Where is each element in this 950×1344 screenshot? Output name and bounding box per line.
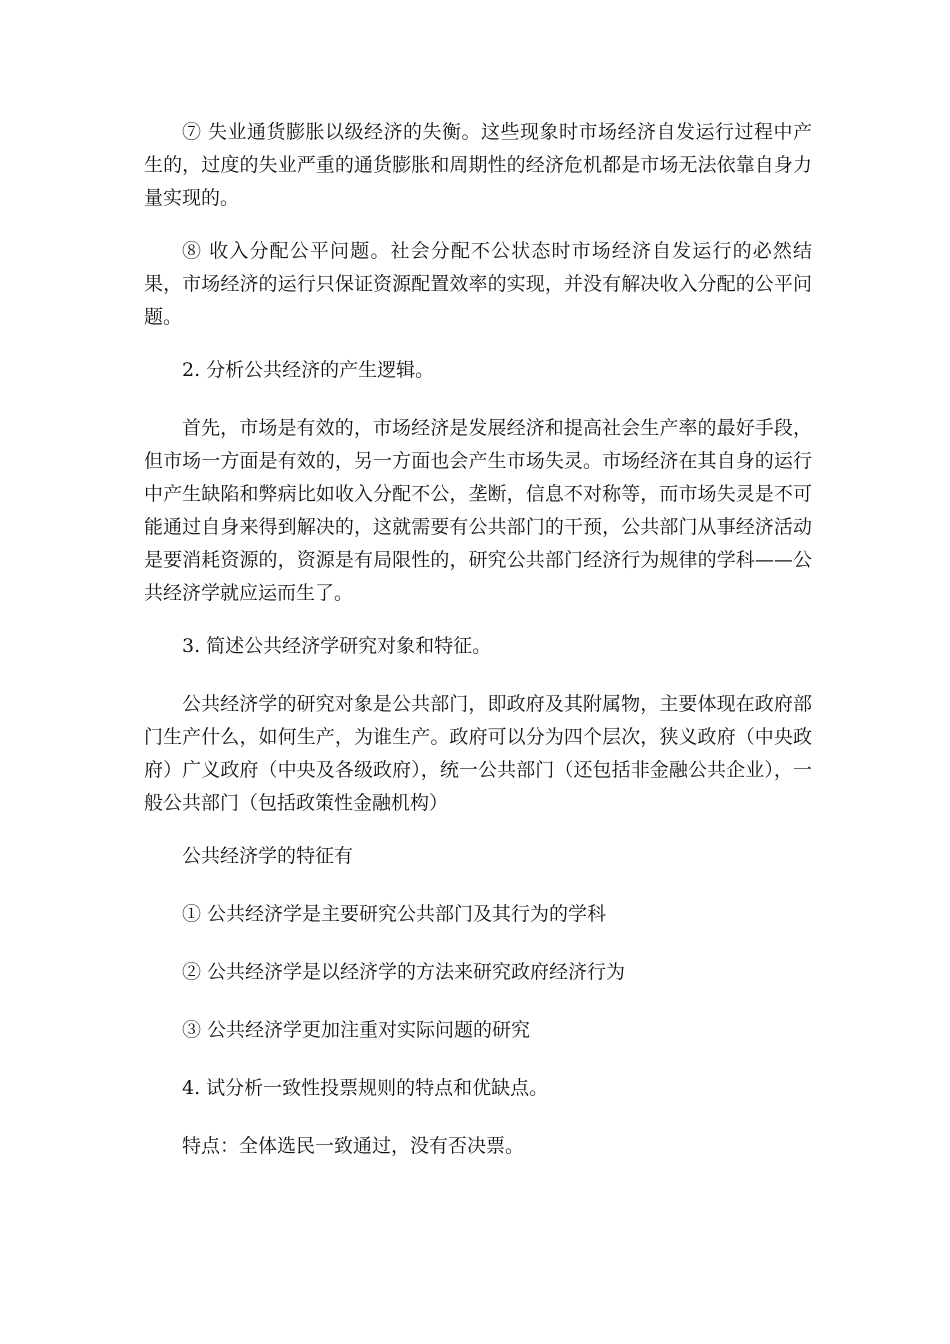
- question-4-heading: 4. 试分析一致性投票规则的特点和优缺点。: [182, 1077, 549, 1099]
- feature-item-3: ③ 公共经济学更加注重对实际问题的研究: [182, 1019, 531, 1041]
- features-intro: 公共经济学的特征有: [182, 845, 354, 867]
- paragraph-item-7-unemployment-inflation: ⑦ 失业通货膨胀以级经济的失衡。这些现象时市场经济自发运行过程中产生的，过度的失业严重的通货膨胀和周期性的经济危机都是市场无法依靠自身力量实现的。: [144, 121, 812, 209]
- question-2-heading: 2. 分析公共经济的产生逻辑。: [182, 359, 435, 381]
- document-body: [144, 116, 812, 1188]
- feature-item-1: ① 公共经济学是主要研究公共部门及其行为的学科: [182, 903, 607, 925]
- feature-item-2: ② 公共经济学是以经济学的方法来研究政府经济行为: [182, 961, 626, 983]
- answer-4-paragraph: 特点：全体选民一致通过，没有否决票。: [182, 1135, 525, 1157]
- question-3-heading: 3. 简述公共经济学研究对象和特征。: [182, 635, 492, 657]
- paragraph-item-8-income-distribution: ⑧ 收入分配公平问题。社会分配不公状态时市场经济自发运行的必然结果，市场经济的运行只保证资源配置效率的实现，并没有解决收入分配的公平问题。: [144, 240, 812, 328]
- answer-2-paragraph: 首先，市场是有效的，市场经济是发展经济和提高社会生产率的最好手段，但市场一方面是有效的，另一方面也会产生市场失灵。市场经济在其自身的运行中产生缺陷和弊病比如收入分配不公，垄断，信息不对称等，而市场失灵是不可能通过自身来得到解决的，这就需要有公共部门的干预，公共部门从事经济活动是要消耗资源的，资源是有局限性的，研究公共部门经济行为规律的学科——公共经济学就应运而生了。: [144, 417, 812, 604]
- answer-3-paragraph: 公共经济学的研究对象是公共部门，即政府及其附属物，主要体现在政府部门生产什么，如何生产，为谁生产。政府可以分为四个层次，狭义政府（中央政府）广义政府（中央及各级政府），统一公共部门（还包括非金融公共企业），一般公共部门（包括政策性金融机构）: [144, 693, 812, 814]
